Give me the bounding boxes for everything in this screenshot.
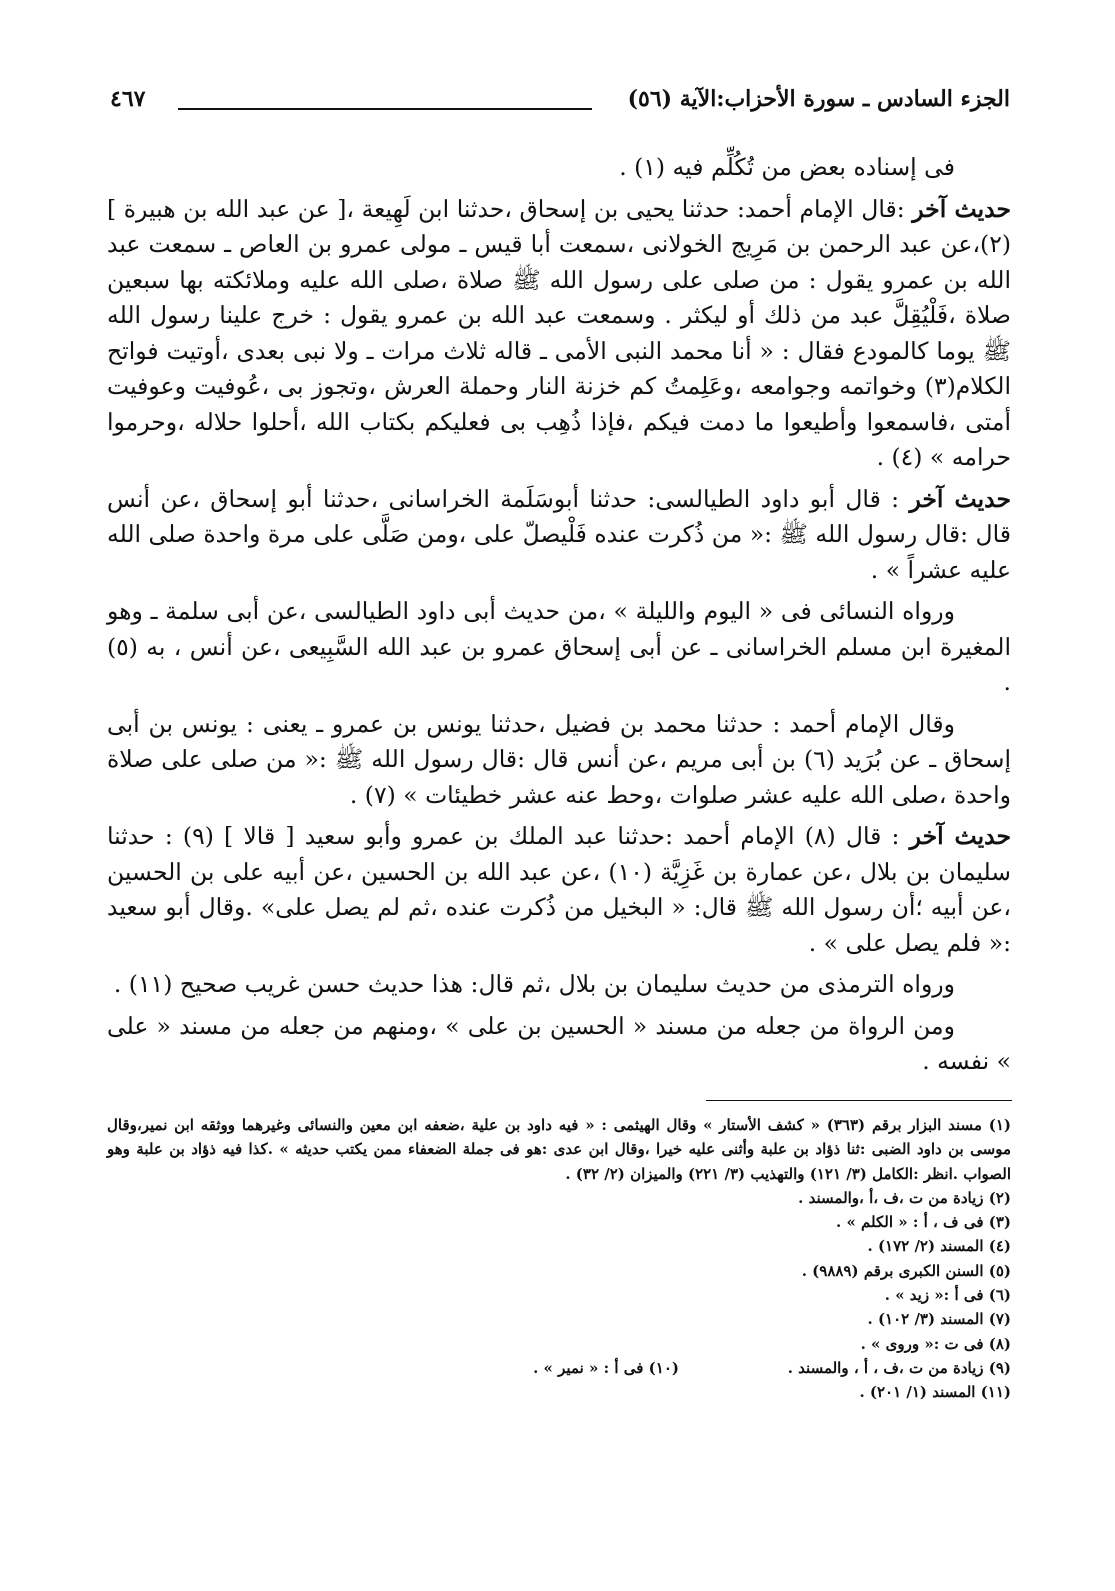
footnote: (٥) السنن الكبرى برقم (٩٨٨٩) . (801, 1261, 1011, 1280)
footnote: (٨) فى ت :« وروى » . (860, 1334, 1011, 1353)
paragraph (107, 150, 1011, 186)
paragraph (107, 967, 1011, 1003)
paragraph (107, 819, 1011, 961)
paragraph-text: : قال أبو داود الطيالسى: حدثنا أبوسَلَمة الخراسانى ،حدثنا أبو إسحاق ،عن أنس قال :قال رسول الله ﷺ :« من ذُكرت عنده فَلْيصلّ على ،ومن صَلَّى على مرة واحدة صلى الله عليه عشراً » . (107, 484, 1011, 584)
paragraph-text: :قال الإمام أحمد: حدثنا يحيى بن إسحاق ،حدثنا ابن لَهِيعة ،[ عن عبد الله بن هبيرة ](٢)،عن عبد الرحمن بن مَرِيج الخولانى ،سمعت أبا قيس ـ مولى عمرو بن العاص ـ سمعت عبد الله بن عمرو يقول : من صلى على رسول الله ﷺ صلاة ،صلى الله عليه وملائكته بها سبعين صلاة ،فَلْيُقِلَّ عبد من ذلك أو ليكثر . وسمعت عبد الله بن عمرو يقول : خرج علينا رسول الله ﷺ يوما كالمودع فقال : « أنا محمد النبى الأمى ـ قاله ثلاث مرات ـ ولا نبى بعدى ،أوتيت فواتح الكلام(٣) وخواتمه وجوامعه ،وعَلِمتُ كم خزنة النار وحملة العرش ،وتجوز بى ،عُوفيت وعوفيت أمتى ،فاسمعوا وأطيعوا ما دمت فيكم ،فإذا ذُهِب بى فعليكم بكتاب الله ،أحلوا حلاله ،وحرموا حرامه » (٤) . (107, 194, 1011, 471)
footnote-row (107, 1356, 1011, 1380)
header-title: الجزء السادس ـ سورة الأحزاب:الآية (٥٦) (627, 86, 1010, 112)
footnote: (٣) فى ف ، أ : « الكلم » . (836, 1213, 1011, 1232)
paragraph-text: ورواه النسائى فى « اليوم والليلة » ،من حديث أبى داود الطيالسى ،عن أبى سلمة ـ وهو المغيرة ابن مسلم الخراسانى ـ عن أبى إسحاق عمرو بن عبد الله السَّبِيعى ،عن أنس ، به (٥) . (107, 597, 1011, 696)
hadith-heading: حديث آخر (909, 822, 1011, 850)
footnote: (١) مسند البزار برقم (٣٦٣) « كشف الأستار » وقال الهيثمى : « فيه داود بن علية ،ضعفه ابن معين والنسائى وغيرهما ووثقه ابن نمير،وقال موسى بن داود الضبى :ثنا ذؤاد بن علبة وأثنى عليه خيرا ،وقال ابن عدى :هو فى جملة الضعفاء ممن يكتب حديثه » .كذا فيه ذؤاد بن علبة وهو الصواب .انظر :الكامل (٣/ ١٢١) والتهذيب (٣/ ٢٢١) والميزان (٢/ ٣٢) . (107, 1116, 1011, 1183)
paragraph-text: ومن الرواة من جعله من مسند « الحسين بن على » ،ومنهم من جعله من مسند « على » نفسه . (107, 1011, 1011, 1075)
running-header (110, 84, 1010, 124)
paragraph-text: وقال الإمام أحمد : حدثنا محمد بن فضيل ،حدثنا يونس بن عمرو ـ يعنى : يونس بن أبى إسحاق ـ عن بُرَيد (٦) بن أبى مريم ،عن أنس قال :قال رسول الله ﷺ :« من صلى على صلاة واحدة ،صلى الله عليه عشر صلوات ،وحط عنه عشر خطيئات » (٧) . (107, 709, 1011, 809)
main-text (107, 150, 1011, 1086)
header-rule (178, 108, 592, 110)
footnote: (١٠) فى أ : « نمير » . (533, 1358, 679, 1377)
hadith-heading: حديث آخر (909, 484, 1012, 513)
paragraph (107, 594, 1011, 701)
footnote: (١١) المسند (١/ ٢٠١) . (859, 1383, 1011, 1402)
footnote: (٩) زيادة من ت ،ف ، أ ، والمسند . (787, 1358, 1011, 1377)
paragraph (107, 1009, 1011, 1080)
paragraph (107, 482, 1011, 589)
footnote: (٦) فى أ :« زيد » . (884, 1286, 1011, 1305)
paragraph (107, 707, 1011, 814)
footnote-separator (706, 1100, 1012, 1101)
page-number: ٤٦٧ (110, 86, 146, 112)
footnote: (٢) زيادة من ت ،ف ،أ ،والمسند . (798, 1188, 1011, 1207)
paragraph (107, 192, 1011, 476)
paragraph-text: : قال (٨) الإمام أحمد :حدثنا عبد الملك بن عمرو وأبو سعيد [ قالا ] (٩) : حدثنا سليمان بن بلال ،عن عمارة بن غَزِيَّة (١٠) ،عن عبد الله بن الحسين ،عن أبيه على بن الحسين ،عن أبيه ؛أن رسول الله ﷺ قال: « البخيل من ذُكرت عنده ،ثم لم يصل على» .وقال أبو سعيد :« فلم يصل على » . (107, 822, 1011, 957)
footnotes (107, 1113, 1011, 1405)
paragraph-text: فى إسناده بعض من تُكُلِّم فيه (١) . (619, 153, 955, 181)
footnote: (٤) المسند (٢/ ١٧٢) . (867, 1237, 1011, 1256)
hadith-heading: حديث آخر (912, 194, 1011, 223)
paragraph-text: ورواه الترمذى من حديث سليمان بن بلال ،ثم قال: هذا حديث حسن غريب صحيح (١١) . (113, 970, 955, 998)
footnote: (٧) المسند (٣/ ١٠٢) . (867, 1310, 1011, 1329)
